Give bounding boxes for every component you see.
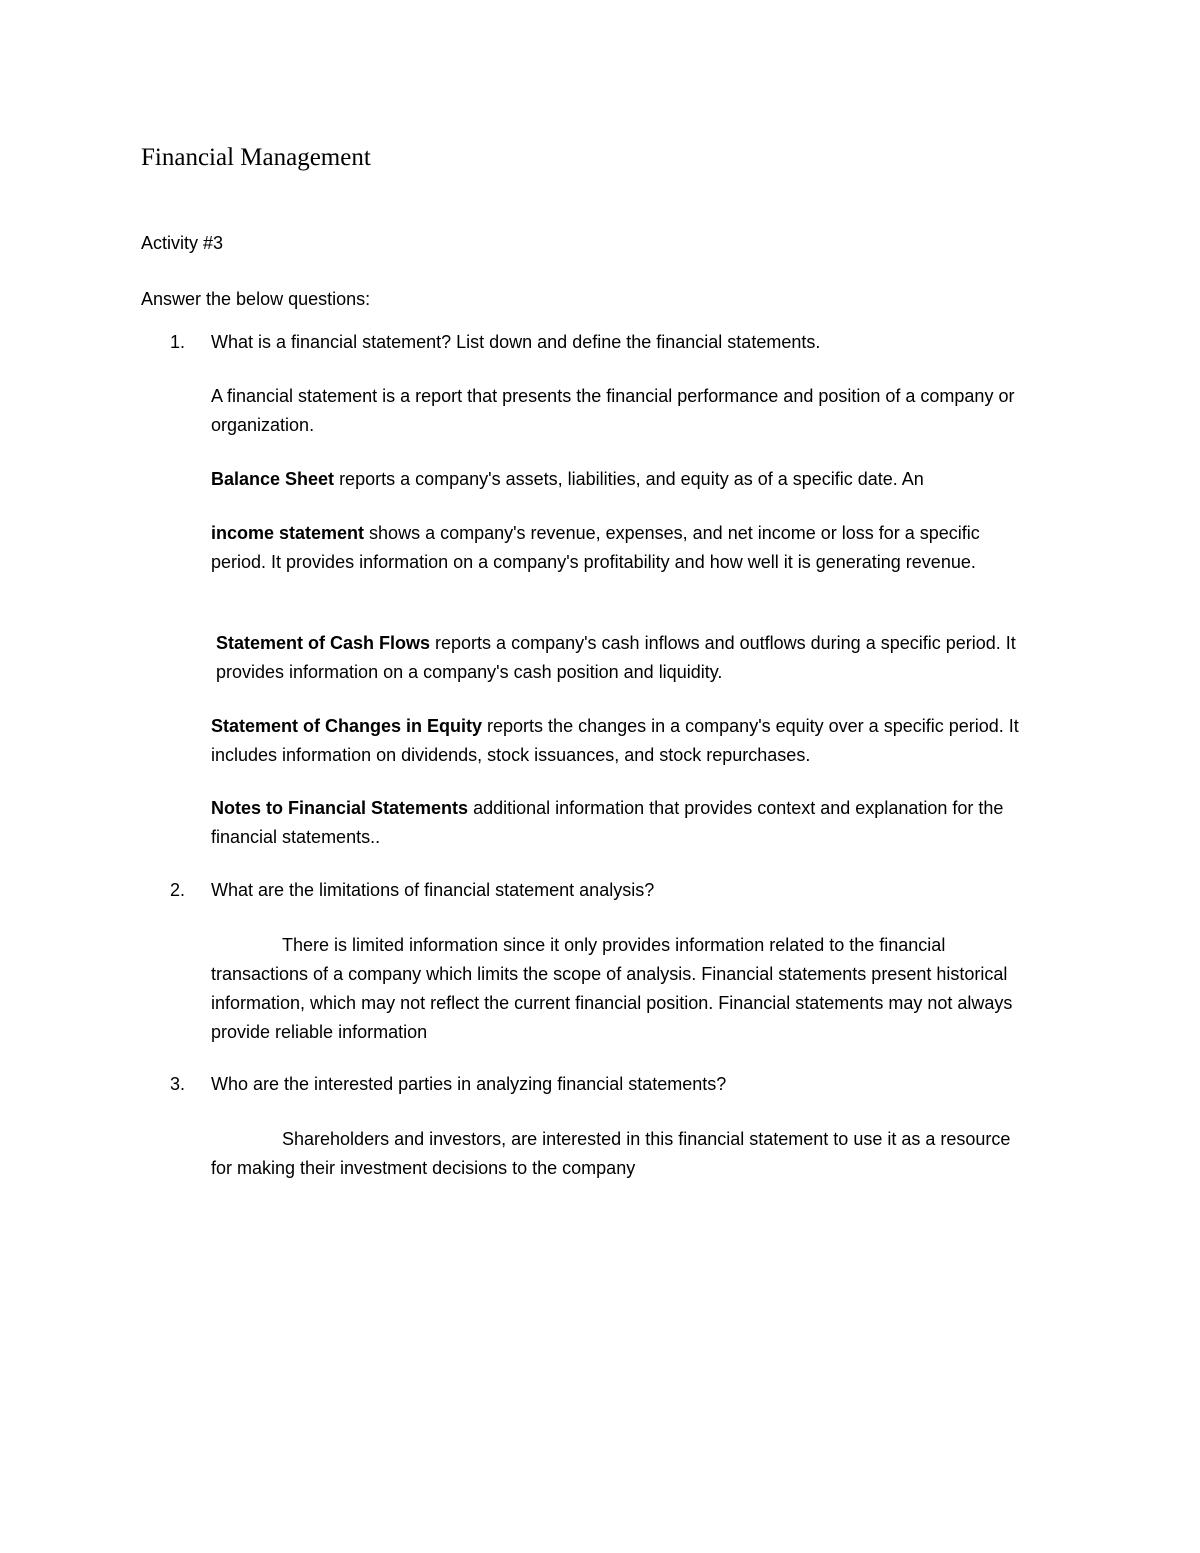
- question-1-number: 1.: [170, 332, 186, 352]
- definition-text: additional information that provides context and explanation for the financial statements..: [211, 798, 1004, 847]
- definition-term: income statement: [211, 523, 365, 543]
- question-1-text: What is a financial statement? List down and define the financial statements.: [211, 332, 821, 352]
- definition-term: Balance Sheet: [211, 469, 335, 489]
- question-3-answer: Shareholders and investors, are interested in this financial statement to use it as a resource for making their investment decisions to the company: [211, 1129, 1011, 1178]
- definition-notes: [211, 794, 1021, 852]
- question-3-text: Who are the interested parties in analyzing financial statements?: [211, 1074, 727, 1094]
- definition-text: shows a company's revenue, expenses, and net income or loss for a specific period. It provides information on a company's profitability and how well it is generating revenue.: [211, 523, 980, 572]
- document-title: Financial Management: [141, 144, 371, 171]
- definition-income-statement: [211, 519, 1021, 577]
- definition-balance-sheet: [211, 465, 1021, 494]
- question-3-number: 3.: [170, 1074, 186, 1094]
- definition-term: Statement of Cash Flows: [216, 633, 431, 653]
- definition-cash-flows: [216, 629, 1021, 687]
- definition-text: reports a company's cash inflows and outflows during a specific period. It provides information on a company's cash position and liquidity.: [216, 633, 1016, 682]
- instruction-text: Answer the below questions:: [141, 289, 371, 309]
- definition-changes-in-equity: [211, 712, 1021, 770]
- question-2-text: What are the limitations of financial statement analysis?: [211, 880, 655, 900]
- definition-term: Statement of Changes in Equity: [211, 716, 483, 736]
- definition-text: reports the changes in a company's equity over a specific period. It includes information on dividends, stock issuances, and stock repurchases.: [211, 716, 1019, 765]
- activity-label: Activity #3: [141, 233, 224, 253]
- question-2-number: 2.: [170, 880, 186, 900]
- question-1-intro: A financial statement is a report that presents the financial performance and position of a company or organization.: [211, 386, 1015, 435]
- definition-text: reports a company's assets, liabilities, and equity as of a specific date. An: [334, 469, 924, 489]
- question-2-answer: There is limited information since it only provides information related to the financial transactions of a company which limits the scope of analysis. Financial statements present historical information, which may not reflect the current financial position. Financial statements may not always provide reliable information: [211, 935, 1013, 1042]
- definition-term: Notes to Financial Statements: [211, 798, 469, 818]
